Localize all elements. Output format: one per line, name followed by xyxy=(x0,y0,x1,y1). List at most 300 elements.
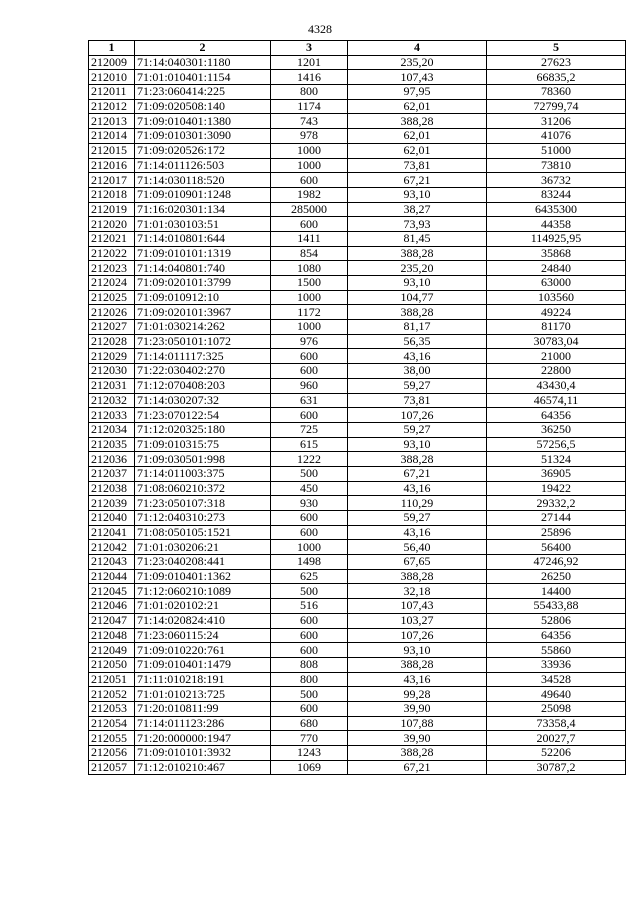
row-number-cell: 212015 xyxy=(89,143,135,158)
area-cell: 1000 xyxy=(271,540,348,555)
row-number-cell: 212054 xyxy=(89,716,135,731)
table-row xyxy=(89,290,626,305)
row-number-cell: 212033 xyxy=(89,408,135,423)
area-cell: 800 xyxy=(271,85,348,100)
area-cell: 1498 xyxy=(271,555,348,570)
area-cell: 743 xyxy=(271,114,348,129)
table-row xyxy=(89,55,626,70)
cadastral-number-cell: 71:23:060115:24 xyxy=(135,628,271,643)
area-cell: 516 xyxy=(271,599,348,614)
rate-cell: 43,16 xyxy=(348,672,487,687)
rate-cell: 235,20 xyxy=(348,261,487,276)
row-number-cell: 212040 xyxy=(89,511,135,526)
row-number-cell: 212034 xyxy=(89,422,135,437)
value-cell: 63000 xyxy=(487,276,626,291)
area-cell: 600 xyxy=(271,408,348,423)
row-number-cell: 212010 xyxy=(89,70,135,85)
table-row xyxy=(89,276,626,291)
value-cell: 64356 xyxy=(487,408,626,423)
value-cell: 27623 xyxy=(487,55,626,70)
table-body xyxy=(89,55,626,775)
cadastral-number-cell: 71:12:040310:273 xyxy=(135,511,271,526)
value-cell: 30783,04 xyxy=(487,334,626,349)
rate-cell: 107,43 xyxy=(348,599,487,614)
column-header-2: 2 xyxy=(135,41,271,56)
area-cell: 625 xyxy=(271,569,348,584)
rate-cell: 81,45 xyxy=(348,231,487,246)
row-number-cell: 212014 xyxy=(89,129,135,144)
area-cell: 800 xyxy=(271,672,348,687)
table-row xyxy=(89,393,626,408)
value-cell: 20027,7 xyxy=(487,731,626,746)
row-number-cell: 212052 xyxy=(89,687,135,702)
value-cell: 22800 xyxy=(487,364,626,379)
rate-cell: 388,28 xyxy=(348,569,487,584)
value-cell: 49640 xyxy=(487,687,626,702)
rate-cell: 93,10 xyxy=(348,437,487,452)
cadastral-number-cell: 71:23:070122:54 xyxy=(135,408,271,423)
cadastral-number-cell: 71:14:011117:325 xyxy=(135,349,271,364)
cadastral-number-cell: 71:20:000000:1947 xyxy=(135,731,271,746)
rate-cell: 107,26 xyxy=(348,408,487,423)
value-cell: 36732 xyxy=(487,173,626,188)
value-cell: 44358 xyxy=(487,217,626,232)
row-number-cell: 212020 xyxy=(89,217,135,232)
value-cell: 31206 xyxy=(487,114,626,129)
column-header-3: 3 xyxy=(271,41,348,56)
rate-cell: 107,88 xyxy=(348,716,487,731)
row-number-cell: 212057 xyxy=(89,760,135,775)
area-cell: 854 xyxy=(271,246,348,261)
area-cell: 600 xyxy=(271,525,348,540)
value-cell: 57256,5 xyxy=(487,437,626,452)
value-cell: 21000 xyxy=(487,349,626,364)
area-cell: 600 xyxy=(271,364,348,379)
row-number-cell: 212025 xyxy=(89,290,135,305)
row-number-cell: 212018 xyxy=(89,187,135,202)
cadastral-number-cell: 71:01:010401:1154 xyxy=(135,70,271,85)
area-cell: 1000 xyxy=(271,158,348,173)
area-cell: 1080 xyxy=(271,261,348,276)
cadastral-number-cell: 71:01:010213:725 xyxy=(135,687,271,702)
row-number-cell: 212053 xyxy=(89,701,135,716)
area-cell: 1243 xyxy=(271,746,348,761)
cadastral-number-cell: 71:09:010301:3090 xyxy=(135,129,271,144)
area-cell: 600 xyxy=(271,217,348,232)
cadastral-number-cell: 71:01:020102:21 xyxy=(135,599,271,614)
value-cell: 19422 xyxy=(487,481,626,496)
table-row xyxy=(89,731,626,746)
table-row xyxy=(89,143,626,158)
rate-cell: 67,21 xyxy=(348,466,487,481)
row-number-cell: 212011 xyxy=(89,85,135,100)
value-cell: 52806 xyxy=(487,613,626,628)
value-cell: 36250 xyxy=(487,422,626,437)
rate-cell: 56,40 xyxy=(348,540,487,555)
rate-cell: 99,28 xyxy=(348,687,487,702)
rate-cell: 73,81 xyxy=(348,393,487,408)
table-row xyxy=(89,584,626,599)
cadastral-number-cell: 71:23:050107:318 xyxy=(135,496,271,511)
table-row xyxy=(89,85,626,100)
area-cell: 600 xyxy=(271,643,348,658)
rate-cell: 59,27 xyxy=(348,378,487,393)
row-number-cell: 212051 xyxy=(89,672,135,687)
rate-cell: 59,27 xyxy=(348,422,487,437)
table-row xyxy=(89,555,626,570)
value-cell: 26250 xyxy=(487,569,626,584)
row-number-cell: 212019 xyxy=(89,202,135,217)
cadastral-number-cell: 71:14:040801:740 xyxy=(135,261,271,276)
value-cell: 73358,4 xyxy=(487,716,626,731)
cadastral-number-cell: 71:14:010801:644 xyxy=(135,231,271,246)
rate-cell: 388,28 xyxy=(348,657,487,672)
row-number-cell: 212043 xyxy=(89,555,135,570)
row-number-cell: 212029 xyxy=(89,349,135,364)
rate-cell: 103,27 xyxy=(348,613,487,628)
value-cell: 114925,95 xyxy=(487,231,626,246)
value-cell: 36905 xyxy=(487,466,626,481)
cadastral-number-cell: 71:09:030501:998 xyxy=(135,452,271,467)
cadastral-number-cell: 71:08:060210:372 xyxy=(135,481,271,496)
rate-cell: 32,18 xyxy=(348,584,487,599)
table-row xyxy=(89,99,626,114)
cadastral-number-cell: 71:09:020526:172 xyxy=(135,143,271,158)
area-cell: 600 xyxy=(271,701,348,716)
row-number-cell: 212017 xyxy=(89,173,135,188)
table-row xyxy=(89,599,626,614)
row-number-cell: 212050 xyxy=(89,657,135,672)
area-cell: 1174 xyxy=(271,99,348,114)
cadastral-number-cell: 71:12:070408:203 xyxy=(135,378,271,393)
row-number-cell: 212031 xyxy=(89,378,135,393)
table-row xyxy=(89,613,626,628)
table-header-row xyxy=(89,41,626,56)
rate-cell: 388,28 xyxy=(348,246,487,261)
rate-cell: 81,17 xyxy=(348,320,487,335)
area-cell: 1500 xyxy=(271,276,348,291)
value-cell: 55433,88 xyxy=(487,599,626,614)
row-number-cell: 212027 xyxy=(89,320,135,335)
area-cell: 808 xyxy=(271,657,348,672)
rate-cell: 93,10 xyxy=(348,276,487,291)
row-number-cell: 212055 xyxy=(89,731,135,746)
rate-cell: 235,20 xyxy=(348,55,487,70)
table-row xyxy=(89,187,626,202)
rate-cell: 93,10 xyxy=(348,643,487,658)
row-number-cell: 212023 xyxy=(89,261,135,276)
value-cell: 52206 xyxy=(487,746,626,761)
table-row xyxy=(89,364,626,379)
area-cell: 680 xyxy=(271,716,348,731)
column-header-1: 1 xyxy=(89,41,135,56)
area-cell: 600 xyxy=(271,511,348,526)
cadastral-number-cell: 71:01:030103:51 xyxy=(135,217,271,232)
rate-cell: 107,43 xyxy=(348,70,487,85)
rate-cell: 38,27 xyxy=(348,202,487,217)
rate-cell: 43,16 xyxy=(348,349,487,364)
cadastral-number-cell: 71:12:060210:1089 xyxy=(135,584,271,599)
value-cell: 56400 xyxy=(487,540,626,555)
area-cell: 600 xyxy=(271,628,348,643)
table-row xyxy=(89,378,626,393)
cadastral-number-cell: 71:14:040301:1180 xyxy=(135,55,271,70)
table-row xyxy=(89,466,626,481)
row-number-cell: 212013 xyxy=(89,114,135,129)
rate-cell: 43,16 xyxy=(348,525,487,540)
row-number-cell: 212012 xyxy=(89,99,135,114)
table-row xyxy=(89,540,626,555)
cadastral-number-cell: 71:14:030118:520 xyxy=(135,173,271,188)
area-cell: 600 xyxy=(271,173,348,188)
value-cell: 41076 xyxy=(487,129,626,144)
cadastral-number-cell: 71:01:030214:262 xyxy=(135,320,271,335)
rate-cell: 93,10 xyxy=(348,187,487,202)
cadastral-number-cell: 71:14:011003:375 xyxy=(135,466,271,481)
table-row xyxy=(89,202,626,217)
area-cell: 1000 xyxy=(271,320,348,335)
table-row xyxy=(89,687,626,702)
rate-cell: 39,90 xyxy=(348,731,487,746)
cadastral-number-cell: 71:23:040208:441 xyxy=(135,555,271,570)
table-row xyxy=(89,231,626,246)
rate-cell: 62,01 xyxy=(348,129,487,144)
area-cell: 1411 xyxy=(271,231,348,246)
rate-cell: 104,77 xyxy=(348,290,487,305)
rate-cell: 110,29 xyxy=(348,496,487,511)
table-row xyxy=(89,628,626,643)
value-cell: 27144 xyxy=(487,511,626,526)
cadastral-number-cell: 71:14:020824:410 xyxy=(135,613,271,628)
value-cell: 78360 xyxy=(487,85,626,100)
table-row xyxy=(89,408,626,423)
row-number-cell: 212045 xyxy=(89,584,135,599)
row-number-cell: 212022 xyxy=(89,246,135,261)
rate-cell: 62,01 xyxy=(348,143,487,158)
row-number-cell: 212024 xyxy=(89,276,135,291)
table-row xyxy=(89,496,626,511)
area-cell: 976 xyxy=(271,334,348,349)
row-number-cell: 212035 xyxy=(89,437,135,452)
table-row xyxy=(89,305,626,320)
area-cell: 1000 xyxy=(271,290,348,305)
table-row xyxy=(89,334,626,349)
rate-cell: 388,28 xyxy=(348,114,487,129)
area-cell: 615 xyxy=(271,437,348,452)
row-number-cell: 212016 xyxy=(89,158,135,173)
table-row xyxy=(89,657,626,672)
cadastral-number-cell: 71:09:010901:1248 xyxy=(135,187,271,202)
table-row xyxy=(89,481,626,496)
area-cell: 600 xyxy=(271,349,348,364)
table-row xyxy=(89,129,626,144)
rate-cell: 97,95 xyxy=(348,85,487,100)
value-cell: 51000 xyxy=(487,143,626,158)
area-cell: 1222 xyxy=(271,452,348,467)
value-cell: 14400 xyxy=(487,584,626,599)
value-cell: 83244 xyxy=(487,187,626,202)
row-number-cell: 212044 xyxy=(89,569,135,584)
area-cell: 1201 xyxy=(271,55,348,70)
value-cell: 29332,2 xyxy=(487,496,626,511)
row-number-cell: 212032 xyxy=(89,393,135,408)
table-row xyxy=(89,246,626,261)
area-cell: 600 xyxy=(271,613,348,628)
area-cell: 450 xyxy=(271,481,348,496)
table-row xyxy=(89,70,626,85)
area-cell: 1982 xyxy=(271,187,348,202)
area-cell: 1000 xyxy=(271,143,348,158)
table-row xyxy=(89,716,626,731)
table-row xyxy=(89,114,626,129)
cadastral-number-cell: 71:14:011126:503 xyxy=(135,158,271,173)
value-cell: 30787,2 xyxy=(487,760,626,775)
row-number-cell: 212047 xyxy=(89,613,135,628)
row-number-cell: 212036 xyxy=(89,452,135,467)
table-row xyxy=(89,217,626,232)
row-number-cell: 212038 xyxy=(89,481,135,496)
rate-cell: 62,01 xyxy=(348,99,487,114)
cadastral-number-cell: 71:09:010401:1479 xyxy=(135,657,271,672)
area-cell: 960 xyxy=(271,378,348,393)
rate-cell: 43,16 xyxy=(348,481,487,496)
cadastral-number-cell: 71:08:050105:1521 xyxy=(135,525,271,540)
cadastral-number-cell: 71:09:010401:1362 xyxy=(135,569,271,584)
table-row xyxy=(89,158,626,173)
table-row xyxy=(89,320,626,335)
page-number: 4328 xyxy=(308,22,332,36)
area-cell: 725 xyxy=(271,422,348,437)
area-cell: 500 xyxy=(271,584,348,599)
cadastral-number-cell: 71:14:030207:32 xyxy=(135,393,271,408)
row-number-cell: 212049 xyxy=(89,643,135,658)
table-row xyxy=(89,643,626,658)
area-cell: 1172 xyxy=(271,305,348,320)
rate-cell: 67,65 xyxy=(348,555,487,570)
cadastral-number-cell: 71:12:020325:180 xyxy=(135,422,271,437)
data-table xyxy=(88,40,626,775)
row-number-cell: 212056 xyxy=(89,746,135,761)
value-cell: 81170 xyxy=(487,320,626,335)
row-number-cell: 212042 xyxy=(89,540,135,555)
value-cell: 6435300 xyxy=(487,202,626,217)
value-cell: 49224 xyxy=(487,305,626,320)
value-cell: 73810 xyxy=(487,158,626,173)
value-cell: 72799,74 xyxy=(487,99,626,114)
row-number-cell: 212046 xyxy=(89,599,135,614)
cadastral-number-cell: 71:14:011123:286 xyxy=(135,716,271,731)
cadastral-number-cell: 71:09:010401:1380 xyxy=(135,114,271,129)
table-row xyxy=(89,672,626,687)
area-cell: 1416 xyxy=(271,70,348,85)
row-number-cell: 212030 xyxy=(89,364,135,379)
cadastral-number-cell: 71:22:030402:270 xyxy=(135,364,271,379)
area-cell: 978 xyxy=(271,129,348,144)
cadastral-number-cell: 71:09:020101:3967 xyxy=(135,305,271,320)
rate-cell: 56,35 xyxy=(348,334,487,349)
area-cell: 1069 xyxy=(271,760,348,775)
value-cell: 103560 xyxy=(487,290,626,305)
value-cell: 33936 xyxy=(487,657,626,672)
area-cell: 500 xyxy=(271,466,348,481)
table-row xyxy=(89,261,626,276)
row-number-cell: 212037 xyxy=(89,466,135,481)
column-header-4: 4 xyxy=(348,41,487,56)
value-cell: 25098 xyxy=(487,701,626,716)
rate-cell: 73,81 xyxy=(348,158,487,173)
area-cell: 631 xyxy=(271,393,348,408)
row-number-cell: 212039 xyxy=(89,496,135,511)
rate-cell: 39,90 xyxy=(348,701,487,716)
table-row xyxy=(89,349,626,364)
cadastral-number-cell: 71:11:010218:191 xyxy=(135,672,271,687)
cadastral-number-cell: 71:09:010912:10 xyxy=(135,290,271,305)
cadastral-number-cell: 71:09:010101:1319 xyxy=(135,246,271,261)
value-cell: 46574,11 xyxy=(487,393,626,408)
row-number-cell: 212041 xyxy=(89,525,135,540)
table-row xyxy=(89,422,626,437)
row-number-cell: 212026 xyxy=(89,305,135,320)
cadastral-number-cell: 71:20:010811:99 xyxy=(135,701,271,716)
cadastral-number-cell: 71:23:050101:1072 xyxy=(135,334,271,349)
value-cell: 35868 xyxy=(487,246,626,261)
row-number-cell: 212048 xyxy=(89,628,135,643)
table-row xyxy=(89,701,626,716)
area-cell: 770 xyxy=(271,731,348,746)
value-cell: 34528 xyxy=(487,672,626,687)
area-cell: 285000 xyxy=(271,202,348,217)
value-cell: 51324 xyxy=(487,452,626,467)
table-row xyxy=(89,525,626,540)
rate-cell: 67,21 xyxy=(348,173,487,188)
cadastral-number-cell: 71:12:010210:467 xyxy=(135,760,271,775)
cadastral-number-cell: 71:09:010101:3932 xyxy=(135,746,271,761)
area-cell: 930 xyxy=(271,496,348,511)
cadastral-number-cell: 71:09:010220:761 xyxy=(135,643,271,658)
table-row xyxy=(89,437,626,452)
rate-cell: 388,28 xyxy=(348,305,487,320)
rate-cell: 107,26 xyxy=(348,628,487,643)
rate-cell: 73,93 xyxy=(348,217,487,232)
cadastral-number-cell: 71:23:060414:225 xyxy=(135,85,271,100)
cadastral-number-cell: 71:09:020101:3799 xyxy=(135,276,271,291)
value-cell: 43430,4 xyxy=(487,378,626,393)
value-cell: 25896 xyxy=(487,525,626,540)
table-row xyxy=(89,452,626,467)
table-row xyxy=(89,760,626,775)
cadastral-number-cell: 71:01:030206:21 xyxy=(135,540,271,555)
rate-cell: 388,28 xyxy=(348,746,487,761)
cadastral-number-cell: 71:16:020301:134 xyxy=(135,202,271,217)
value-cell: 64356 xyxy=(487,628,626,643)
column-header-5: 5 xyxy=(487,41,626,56)
rate-cell: 38,00 xyxy=(348,364,487,379)
cadastral-number-cell: 71:09:020508:140 xyxy=(135,99,271,114)
table-row xyxy=(89,173,626,188)
table-row xyxy=(89,746,626,761)
value-cell: 47246,92 xyxy=(487,555,626,570)
table-row xyxy=(89,569,626,584)
rate-cell: 59,27 xyxy=(348,511,487,526)
row-number-cell: 212028 xyxy=(89,334,135,349)
value-cell: 55860 xyxy=(487,643,626,658)
row-number-cell: 212021 xyxy=(89,231,135,246)
value-cell: 66835,2 xyxy=(487,70,626,85)
cadastral-number-cell: 71:09:010315:75 xyxy=(135,437,271,452)
rate-cell: 67,21 xyxy=(348,760,487,775)
area-cell: 500 xyxy=(271,687,348,702)
table-row xyxy=(89,511,626,526)
